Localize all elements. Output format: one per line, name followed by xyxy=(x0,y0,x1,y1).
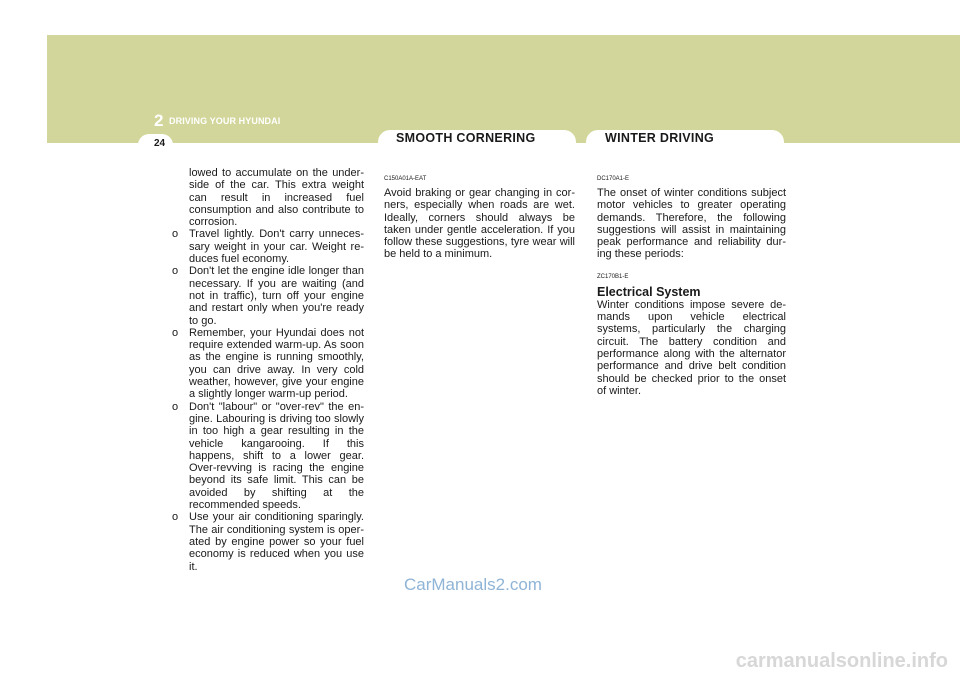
left-column xyxy=(172,167,364,573)
list-marker: o xyxy=(172,511,179,524)
list-item xyxy=(172,401,364,512)
page-number: 24 xyxy=(154,138,166,149)
list-item-text: Remember, your Hyundai does not require extended warm-up. As soon as the engine is running smoothly, you can drive away. In very cold weather, however, give your engine a slightly longer warm-up period. xyxy=(189,326,364,401)
section-code: DC170A1-E xyxy=(597,176,630,182)
list-item xyxy=(172,167,364,228)
section-body-text: The onset of winter conditions subject motor vehicles to greater operating demands. Therefore, the following suggestions will assist in maintaining peak performance and reliability dur-ing these periods: xyxy=(597,187,786,261)
list-marker: o xyxy=(172,228,179,241)
list-item xyxy=(172,265,364,326)
section-heading-smooth-cornering: SMOOTH CORNERING xyxy=(396,131,536,145)
chapter-title: DRIVING YOUR HYUNDAI xyxy=(169,116,281,126)
header-band xyxy=(47,35,960,143)
list-item-text: lowed to accumulate on the under-side of the car. This extra weight can result in increased fuel consumption and also contribute to corrosion. xyxy=(189,167,364,229)
smooth-cornering-column xyxy=(384,176,575,261)
watermark-link[interactable]: CarManuals2.com xyxy=(404,575,542,594)
list-item xyxy=(172,327,364,401)
footer-watermark: carmanualsonline.info xyxy=(735,650,948,672)
list-item xyxy=(172,511,364,572)
list-item-text: Travel lightly. Don't carry unneces-sary weight in your car. Weight re-duces fuel economy. xyxy=(189,228,364,266)
chapter-number: 2 xyxy=(154,111,164,130)
list-item-text: Don't let the engine idle longer than necessary. If you are waiting (and not in traffic), turn off your engine and restart only when you're ready to go. xyxy=(189,265,364,327)
subsection-heading: Electrical System xyxy=(597,284,701,299)
spacer xyxy=(597,261,786,274)
subsection-code: ZC170B1-E xyxy=(597,273,629,280)
list-marker: o xyxy=(172,326,179,339)
list-item-text: Use your air conditioning sparingly. The air conditioning system is oper-ated by engine power so your fuel economy is reduced when you use it. xyxy=(189,511,364,573)
section-body-text: Avoid braking or gear changing in cor-ners, especially when roads are wet. Ideally, corners should always be taken under gentle acceleration. If you follow these suggestions, tyre wear will be held to a minimum. xyxy=(384,187,575,261)
list-marker: o xyxy=(172,400,179,413)
section-code: C150A01A-EAT xyxy=(384,176,427,182)
section-heading-winter-driving: WINTER DRIVING xyxy=(605,131,715,145)
subsection-body-text: Winter conditions impose severe de-mands upon vehicle electrical systems, particularly the charging circuit. The battery condition and performance along with the alternator performance and drive belt condition should be checked prior to the onset of winter. xyxy=(597,298,786,397)
list-item-text: Don't "labour" or "over-rev" the en-gine. Labouring is driving too slowly in too high a gear resulting in the vehicle kangarooing. If this happens, shift to a lower gear. Over-revving is racing the engine beyond its safe limit. This can be avoided by shifting at the recommended speeds. xyxy=(189,400,364,512)
list-item xyxy=(172,228,364,265)
winter-driving-column xyxy=(597,176,786,397)
list-marker: o xyxy=(172,265,179,278)
